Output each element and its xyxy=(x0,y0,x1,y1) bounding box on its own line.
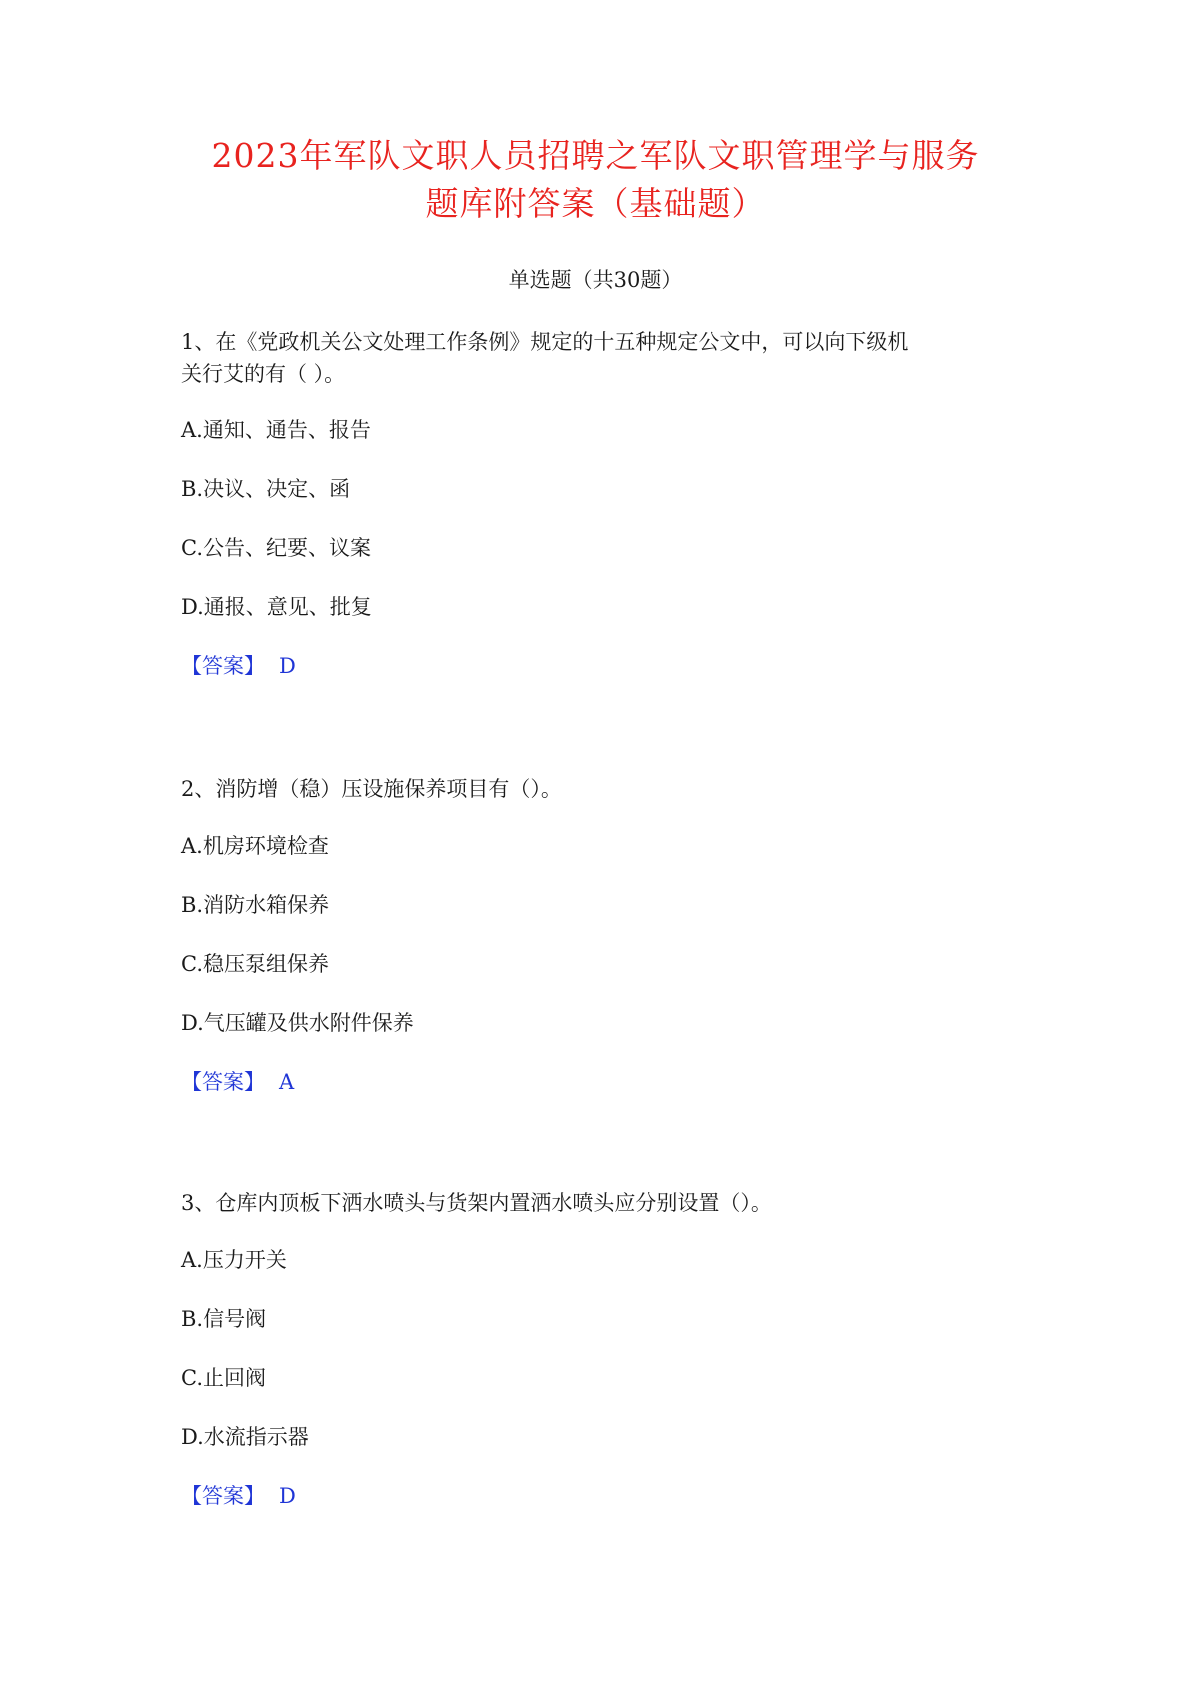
question-2-option-b: B.消防水箱保养 xyxy=(181,893,330,917)
question-3-option-a: A.压力开关 xyxy=(181,1248,287,1272)
question-2-text xyxy=(181,773,1031,805)
question-1-answer xyxy=(181,652,296,680)
question-1-text xyxy=(181,326,1031,390)
document-title-line-1: 2023年军队文职人员招聘之军队文职管理学与服务 xyxy=(211,136,980,175)
question-3-option-c: C.止回阀 xyxy=(181,1366,266,1390)
question-3-text-line-1: 3、仓库内顶板下洒水喷头与货架内置洒水喷头应分别设置（）。 xyxy=(181,1191,772,1215)
question-2-option-a: A.机房环境检查 xyxy=(181,834,329,858)
question-3-answer-label: 【答案】 xyxy=(181,1484,265,1508)
question-2-option-c: C.稳压泵组保养 xyxy=(181,952,329,976)
question-3-option-b: B.信号阀 xyxy=(181,1307,267,1331)
question-1-option-c: C.公告、纪要、议案 xyxy=(181,536,371,560)
question-3-option-d: D.水流指示器 xyxy=(181,1425,309,1449)
question-3-answer-value: D xyxy=(279,1484,296,1508)
question-1-answer-value: D xyxy=(279,654,296,678)
question-2-answer xyxy=(181,1068,294,1096)
question-1-answer-label: 【答案】 xyxy=(181,654,265,678)
question-1-text-line-2: 关行艾的有（ ）。 xyxy=(181,362,346,386)
question-1-option-d: D.通报、意见、批复 xyxy=(181,595,372,619)
question-1-option-b: B.决议、决定、函 xyxy=(181,477,351,501)
document-title-line-2: 题库附答案（基础题） xyxy=(425,184,766,223)
question-2-answer-label: 【答案】 xyxy=(181,1070,265,1094)
question-3-answer xyxy=(181,1482,296,1510)
question-2-text-line-1: 2、消防增（稳）压设施保养项目有（）。 xyxy=(181,777,562,801)
question-2-option-d: D.气压罐及供水附件保养 xyxy=(181,1011,414,1035)
question-1-option-a: A.通知、通告、报告 xyxy=(181,418,371,442)
question-1-text-line-1: 1、在《党政机关公文处理工作条例》规定的十五种规定公文中，可以向下级机 xyxy=(181,330,909,354)
section-heading: 单选题（共30题） xyxy=(508,268,683,292)
question-2-answer-value: A xyxy=(279,1070,295,1094)
question-3-text xyxy=(181,1187,1031,1219)
